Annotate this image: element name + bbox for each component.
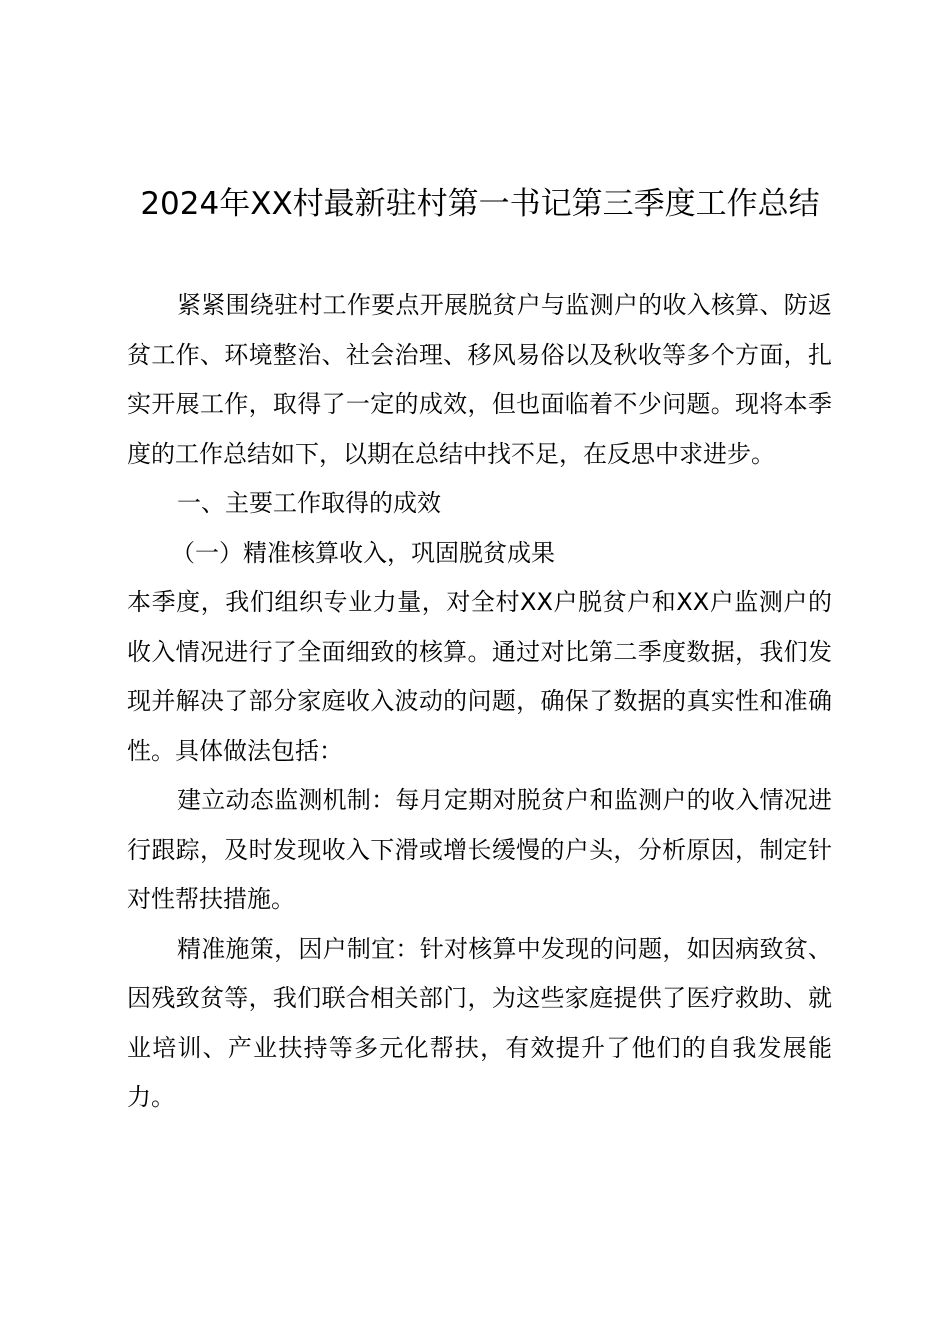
dynamic-monitoring-paragraph: 建立动态监测机制：每月定期对脱贫户和监测户的收入情况进行跟踪，及时发现收入下滑或增长缓慢的户头，分析原因，制定针对性帮扶措施。 [127, 786, 832, 913]
precise-policy-paragraph: 精准施策，因户制宜：针对核算中发现的问题，如因病致贫、因残致贫等，我们联合相关部门，为这些家庭提供了医疗救助、就业培训、产业扶持等多元化帮扶，有效提升了他们的自我发展能力。 [127, 934, 832, 1111]
document-title: 2024年XX村最新驻村第一书记第三季度工作总结 [140, 186, 820, 222]
income-accounting-paragraph: 本季度，我们组织专业力量，对全村XX户脱贫户和XX户监测户的收入情况进行了全面细致的核算。通过对比第二季度数据，我们发现并解决了部分家庭收入波动的问题，确保了数据的真实性和准确性。具体做法包括： [127, 588, 832, 765]
subsection-heading-income-accounting: （一）精准核算收入，巩固脱贫成果 [171, 538, 555, 567]
document-body [127, 281, 832, 1123]
section-heading-main-achievements: 一、主要工作取得的成效 [177, 489, 441, 517]
intro-paragraph: 紧紧围绕驻村工作要点开展脱贫户与监测户的收入核算、防返贫工作、环境整治、社会治理、移风易俗以及秋收等多个方面，扎实开展工作，取得了一定的成效，但也面临着不少问题。现将本季度的工作总结如下，以期在总结中找不足，在反思中求进步。 [127, 291, 832, 468]
